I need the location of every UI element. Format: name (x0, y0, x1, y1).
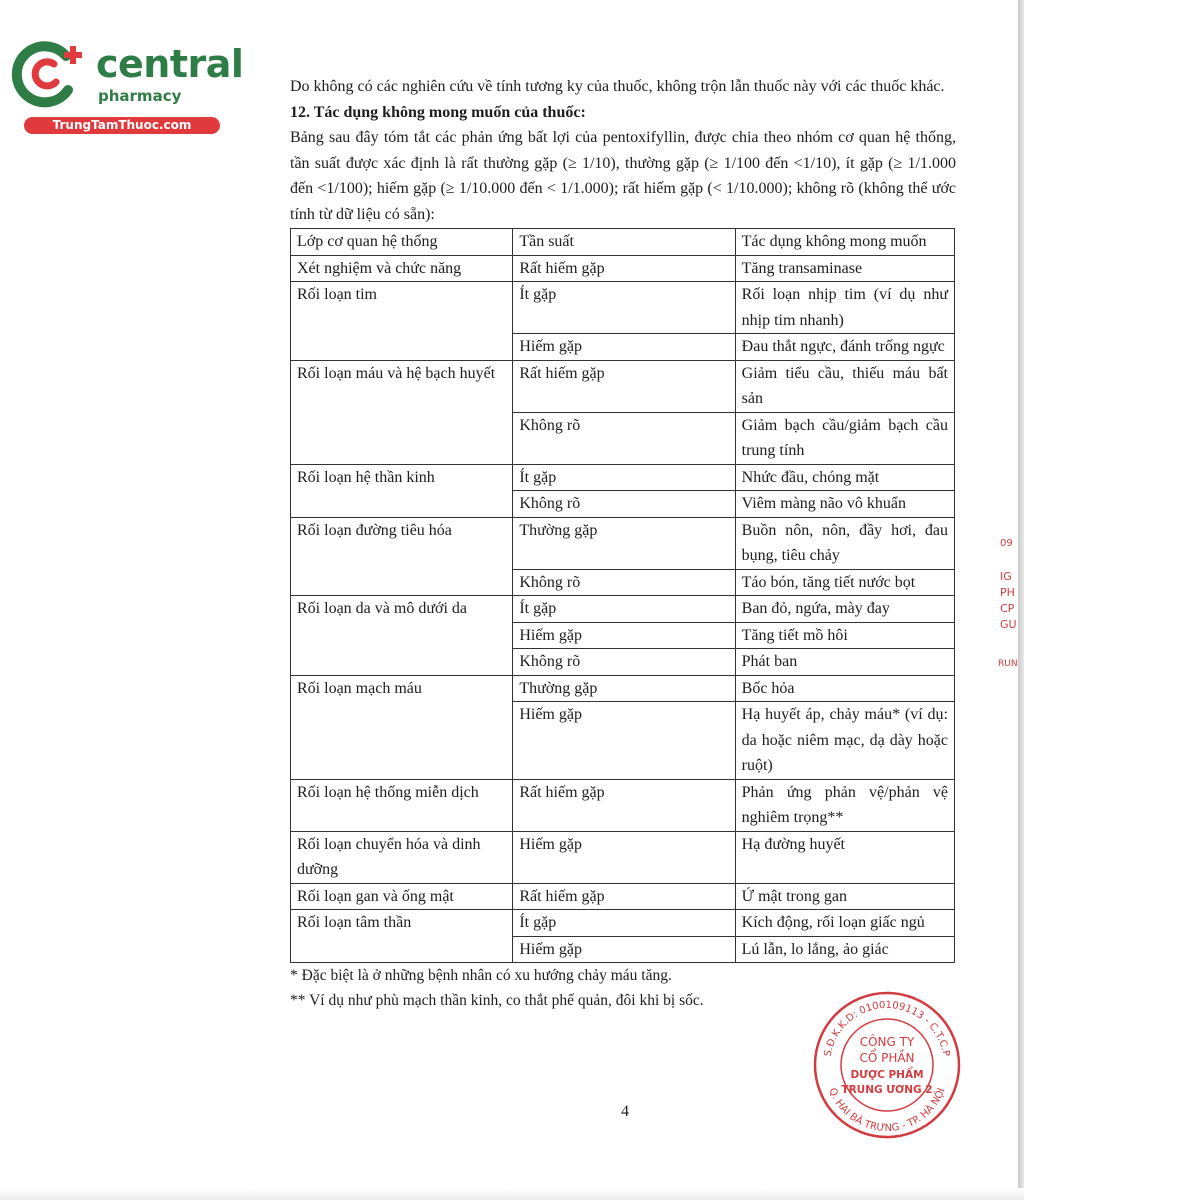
effect-cell: Ban đỏ, ngứa, mày đay (735, 596, 954, 623)
effect-cell: Buồn nôn, nôn, đầy hơi, đau bụng, tiêu chảy (735, 517, 954, 569)
frequency-cell: Ít gặp (513, 282, 735, 334)
frequency-cell: Hiếm gặp (513, 334, 735, 361)
table-row (291, 883, 955, 910)
stamp-line: DƯỢC PHẨM (850, 1069, 924, 1081)
frequency-cell: Thường gặp (513, 517, 735, 569)
table-row (291, 831, 955, 883)
frequency-cell: Ít gặp (513, 910, 735, 937)
effect-cell: Ứ mật trong gan (735, 883, 954, 910)
effect-cell: Tăng tiết mồ hôi (735, 622, 954, 649)
effect-cell: Giảm tiểu cầu, thiếu máu bất sản (735, 360, 954, 412)
section-heading: 12. Tác dụng không mong muốn của thuốc: (290, 103, 586, 121)
side-stamp-text: CP (1000, 602, 1015, 615)
frequency-cell: Hiếm gặp (513, 936, 735, 963)
frequency-cell: Ít gặp (513, 464, 735, 491)
effect-cell: Táo bón, tăng tiết nước bọt (735, 569, 954, 596)
frequency-cell: Rất hiếm gặp (513, 255, 735, 282)
organ-class-cell: Rối loạn tim (291, 282, 513, 361)
effect-cell: Hạ huyết áp, chảy máu* (ví dụ: da hoặc niêm mạc, dạ dày hoặc ruột) (735, 702, 954, 780)
frequency-cell: Hiếm gặp (513, 622, 735, 649)
adverse-effects-table (290, 228, 955, 963)
organ-class-cell: Xét nghiệm và chức năng (291, 255, 513, 282)
effect-cell: Giảm bạch cầu/giảm bạch cầu trung tính (735, 412, 954, 464)
document-body (290, 74, 956, 1013)
stamp-line: TRUNG ƯƠNG 2 (841, 1084, 933, 1096)
organ-class-cell: Rối loạn chuyển hóa và dinh dưỡng (291, 831, 513, 883)
table-row (291, 675, 955, 702)
logo-brand-name: central (96, 42, 244, 86)
frequency-cell: Không rõ (513, 412, 735, 464)
table-header-row (291, 229, 955, 256)
side-stamp-text: IG (1000, 570, 1012, 583)
intro-paragraph: Do không có các nghiên cứu về tính tương ky của thuốc, không trộn lẫn thuốc này với các thuốc khác. (290, 78, 945, 95)
frequency-cell: Rất hiếm gặp (513, 360, 735, 412)
effect-cell: Đau thắt ngực, đánh trống ngực (735, 334, 954, 361)
table-row (291, 517, 955, 569)
side-stamp-text: RUN (998, 659, 1018, 669)
logo-c-plus-icon (10, 36, 90, 112)
logo-subtitle: pharmacy (98, 87, 182, 105)
organ-class-cell: Rối loạn mạch máu (291, 675, 513, 779)
brand-logo[interactable] (10, 36, 244, 136)
effect-cell: Lú lẫn, lo lắng, ảo giác (735, 936, 954, 963)
stamp-line: CÔNG TY (859, 1035, 915, 1049)
table-row (291, 596, 955, 623)
effect-cell: Phản ứng phản vệ/phản vệ nghiêm trọng** (735, 779, 954, 831)
frequency-cell: Không rõ (513, 569, 735, 596)
table-row (291, 255, 955, 282)
page-bottom-edge (0, 1188, 1024, 1200)
frequency-cell: Hiếm gặp (513, 702, 735, 780)
side-stamp-text: GU (1000, 618, 1017, 631)
frequency-cell: Không rõ (513, 649, 735, 676)
table-row (291, 360, 955, 412)
table-row (291, 779, 955, 831)
organ-class-cell: Rối loạn gan và ống mật (291, 883, 513, 910)
logo-website-badge: TrungTamThuoc.com (24, 117, 220, 134)
effect-cell: Nhức đầu, chóng mặt (735, 464, 954, 491)
organ-class-cell: Rối loạn tâm thần (291, 910, 513, 963)
footnote-anaphylaxis: ** Ví dụ như phù mạch thần kinh, co thắt phế quản, đôi khi bị sốc. (290, 992, 704, 1009)
partial-side-stamp (996, 528, 1020, 678)
frequency-cell: Rất hiếm gặp (513, 779, 735, 831)
table-header-cell: Tác dụng không mong muốn (735, 229, 954, 256)
effect-cell: Phát ban (735, 649, 954, 676)
table-row (291, 910, 955, 937)
effect-cell: Kích động, rối loạn giấc ngủ (735, 910, 954, 937)
company-stamp (812, 990, 962, 1140)
frequency-cell: Không rõ (513, 491, 735, 518)
side-stamp-text: PH (1000, 586, 1015, 599)
table-header-cell: Lớp cơ quan hệ thống (291, 229, 513, 256)
table-row (291, 464, 955, 491)
side-stamp-text: 09 (1000, 538, 1013, 549)
frequency-cell: Thường gặp (513, 675, 735, 702)
stamp-ring-bottom-text: Q. HAI BÀ TRƯNG - TP. HÀ NỘI (826, 1086, 948, 1135)
organ-class-cell: Rối loạn đường tiêu hóa (291, 517, 513, 596)
effect-cell: Viêm màng não vô khuẩn (735, 491, 954, 518)
frequency-cell: Hiếm gặp (513, 831, 735, 883)
organ-class-cell: Rối loạn hệ thống miễn dịch (291, 779, 513, 831)
section-description: Bảng sau đây tóm tắt các phản ứng bất lợi của pentoxifyllin, được chia theo nhóm cơ quan hệ thống, tần suất được xác định là rất thường gặp (≥ 1/10), thường gặp (≥ 1/100 đến <1/10), ít gặp (≥ 1/1.000 đến <1/100); hiếm gặp (≥ 1/10.000 đến < 1/1.000); rất hiếm gặp (< 1/10.000); không rõ (không thể ước tính từ dữ liệu có sẵn): (290, 129, 956, 223)
stamp-line: CỔ PHẦN (859, 1051, 915, 1065)
effect-cell: Tăng transaminase (735, 255, 954, 282)
footnote-bleeding: * Đặc biệt là ở những bệnh nhân có xu hướng chảy máu tăng. (290, 967, 672, 984)
table-header-cell: Tần suất (513, 229, 735, 256)
organ-class-cell: Rối loạn máu và hệ bạch huyết (291, 360, 513, 464)
stamp-ring-text: S.Đ.K.K.D: 0100109113 - C.T.C.P (822, 999, 952, 1058)
frequency-cell: Rất hiếm gặp (513, 883, 735, 910)
table-row (291, 282, 955, 334)
effect-cell: Rối loạn nhịp tim (ví dụ như nhịp tim nhanh) (735, 282, 954, 334)
organ-class-cell: Rối loạn hệ thần kinh (291, 464, 513, 517)
page-number: 4 (621, 1103, 629, 1120)
organ-class-cell: Rối loạn da và mô dưới da (291, 596, 513, 676)
frequency-cell: Ít gặp (513, 596, 735, 623)
effect-cell: Bốc hỏa (735, 675, 954, 702)
effect-cell: Hạ đường huyết (735, 831, 954, 883)
